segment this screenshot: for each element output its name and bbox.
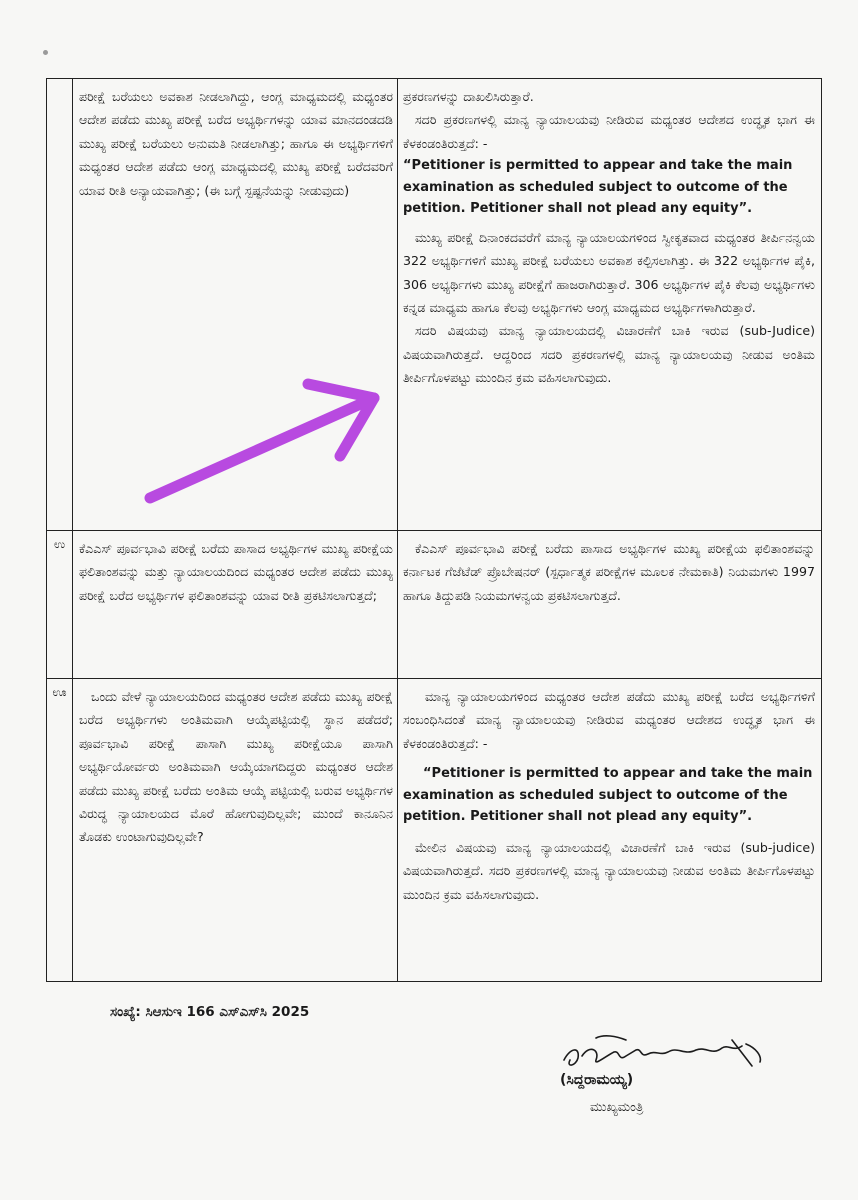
- answer-paragraph: ಸದರಿ ಪ್ರಕರಣಗಳಲ್ಲಿ ಮಾನ್ಯ ನ್ಯಾಯಾಲಯವು ನೀಡಿರುವ ಮಧ್ಯಂತರ ಆದೇಶದ ಉದ್ಧೃತ ಭಾಗ ಈ ಕೆಳಕಂಡಂತಿರುತ್ತದೆ: -: [403, 112, 815, 151]
- answer-cell: [398, 679, 821, 981]
- question-cell: [73, 531, 398, 678]
- qa-table: [46, 78, 822, 982]
- signatory-title: ಮುಖ್ಯಮಂತ್ರಿ: [590, 1100, 644, 1115]
- answer-paragraph: ಮಾನ್ಯ ನ್ಯಾಯಾಲಯಗಳಿಂದ ಮಧ್ಯಂತರ ಆದೇಶ ಪಡೆದು ಮುಖ್ಯ ಪರೀಕ್ಷೆ ಬರೆದ ಅಭ್ಯರ್ಥಿಗಳಿಗೆ ಸಂಬಂಧಿಸಿದಂತೆ ಮಾನ್ಯ ನ್ಯಾಯಾಲಯವು ನೀಡಿರುವ ಮಧ್ಯಂತರ ಆದೇಶದ ಉದ್ಧೃತ ಭಾಗ ಈ ಕೆಳಕಂಡಂತಿರುತ್ತದೆ: -: [403, 689, 815, 751]
- signatory-name: (ಸಿದ್ದರಾಮಯ್ಯ): [560, 1072, 634, 1088]
- answer-cell: [398, 79, 821, 530]
- answer-paragraph: ಮುಖ್ಯ ಪರೀಕ್ಷೆ ದಿನಾಂಕದವರೆಗೆ ಮಾನ್ಯ ನ್ಯಾಯಾಲಯಗಳಿಂದ ಸ್ವೀಕೃತವಾದ ಮಧ್ಯಂತರ ತೀರ್ಪಿನನ್ವಯ 322 ಅಭ್ಯರ್ಥಿಗಳಿಗೆ ಮುಖ್ಯ ಪರೀಕ್ಷೆ ಬರೆಯಲು ಅವಕಾಶ ಕಲ್ಪಿಸಲಾಗಿತ್ತು. ಈ 322 ಅಭ್ಯರ್ಥಿಗಳ ಪೈಕಿ, 306 ಅಭ್ಯರ್ಥಿಗಳು ಮುಖ್ಯ ಪರೀಕ್ಷೆಗೆ ಹಾಜರಾಗಿರುತ್ತಾರೆ. 306 ಅಭ್ಯರ್ಥಿಗಳ ಪೈಕಿ ಕೆಲವು ಅಭ್ಯರ್ಥಿಗಳು ಕನ್ನಡ ಮಾಧ್ಯಮ ಹಾಗೂ ಕೆಲವು ಅಭ್ಯರ್ಥಿಗಳು ಆಂಗ್ಲ ಮಾಧ್ಯಮದ ಅಭ್ಯರ್ಥಿಗಳಾಗಿರುತ್ತಾರೆ.: [403, 229, 815, 315]
- table-row: [47, 79, 821, 531]
- court-order-quote: “Petitioner is permitted to appear and take the main examination as scheduled subject to outcome of the petition. Petitioner shall not plead any equity”.: [403, 158, 793, 217]
- question-cell: [73, 79, 398, 530]
- reference-number: ಸಂಖ್ಯೆ: ಸಿಆಸುಇ 166 ಎಸ್ಎಸ್‌ಸಿ 2025: [110, 1004, 310, 1020]
- answer-paragraph: ಕೆಎಎಸ್ ಪೂರ್ವಭಾವಿ ಪರೀಕ್ಷೆ ಬರೆದು ಪಾಸಾದ ಅಭ್ಯರ್ಥಿಗಳ ಮುಖ್ಯ ಪರೀಕ್ಷೆಯ ಫಲಿತಾಂಶವನ್ನು ಕರ್ನಾಟಕ ಗೆಜೆಟೆಡ್ ಪ್ರೊಬೇಷನರ್ (ಸ್ಪರ್ಧಾತ್ಮಕ ಪರೀಕ್ಷೆಗಳ ಮೂಲಕ ನೇಮಕಾತಿ) ನಿಯಮಗಳು 1997 ಹಾಗೂ ತಿದ್ದುಪಡಿ ನಿಯಮಗಳನ್ವಯ ಪ್ರಕಟಿಸಲಾಗುತ್ತದೆ.: [403, 541, 815, 603]
- answer-paragraph: ಪ್ರಕರಣಗಳನ್ನು ದಾಖಲಿಸಿರುತ್ತಾರೆ.: [403, 89, 534, 104]
- table-row: [47, 531, 821, 679]
- table-row: [47, 679, 821, 981]
- scan-speck: [43, 50, 48, 55]
- question-text: ಪರೀಕ್ಷೆ ಬರೆಯಲು ಅವಕಾಶ ನೀಡಲಾಗಿದ್ದು, ಆಂಗ್ಲ ಮಾಧ್ಯಮದಲ್ಲಿ ಮಧ್ಯಂತರ ಆದೇಶ ಪಡೆದು ಮುಖ್ಯ ಪರೀಕ್ಷೆ ಬರೆದ ಅಭ್ಯರ್ಥಿಗಳನ್ನು ಯಾವ ಮಾನದಂಡದಡಿ ಮುಖ್ಯ ಪರೀಕ್ಷೆ ಬರೆಯಲು ಅನುಮತಿ ನೀಡಲಾಗಿತ್ತು; ಹಾಗೂ ಈ ಅಭ್ಯರ್ಥಿಗಳಿಗೆ ಮಧ್ಯಂತರ ಆದೇಶ ಪಡೆದು ಆಂಗ್ಲ ಮಾಧ್ಯಮದಲ್ಲಿ ಮುಖ್ಯ ಪರೀಕ್ಷೆ ಬರೆದವರಿಗೆ ಯಾವ ರೀತಿ ಅನ್ಯಾಯವಾಗಿತ್ತು; (ಈ ಬಗ್ಗೆ ಸ್ಪಷ್ಟನೆಯನ್ನು ನೀಡುವುದು): [79, 89, 393, 198]
- question-text: ಕೆಎಎಸ್ ಪೂರ್ವಭಾವಿ ಪರೀಕ್ಷೆ ಬರೆದು ಪಾಸಾದ ಅಭ್ಯರ್ಥಿಗಳ ಮುಖ್ಯ ಪರೀಕ್ಷೆಯ ಫಲಿತಾಂಶವನ್ನು ಮತ್ತು ನ್ಯಾಯಾಲಯದಿಂದ ಮಧ್ಯಂತರ ಆದೇಶ ಪಡೆದು ಮುಖ್ಯ ಪರೀಕ್ಷೆ ಬರೆದ ಅಭ್ಯರ್ಥಿಗಳ ಫಲಿತಾಂಶವನ್ನು ಯಾವ ರೀತಿ ಪ್ರಕಟಿಸಲಾಗುತ್ತದೆ;: [79, 541, 393, 603]
- row-number: ಉ: [47, 531, 73, 678]
- answer-paragraph: ಸದರಿ ವಿಷಯವು ಮಾನ್ಯ ನ್ಯಾಯಾಲಯದಲ್ಲಿ ವಿಚಾರಣೆಗೆ ಬಾಕಿ ಇರುವ (sub-Judice) ವಿಷಯವಾಗಿರುತ್ತದೆ. ಆದ್ದರಿಂದ ಸದರಿ ಪ್ರಕರಣಗಳಲ್ಲಿ ಮಾನ್ಯ ನ್ಯಾಯಾಲಯವು ನೀಡುವ ಅಂತಿಮ ತೀರ್ಪಿಗೊಳಪಟ್ಟು ಮುಂದಿನ ಕ್ರಮ ವಹಿಸಲಾಗುವುದು.: [403, 323, 815, 386]
- row-number: ಊ: [47, 679, 73, 981]
- answer-cell: [398, 531, 821, 678]
- question-cell: [73, 679, 398, 981]
- answer-paragraph: ಮೇಲಿನ ವಿಷಯವು ಮಾನ್ಯ ನ್ಯಾಯಾಲಯದಲ್ಲಿ ವಿಚಾರಣೆಗೆ ಬಾಕಿ ಇರುವ (sub-judice) ವಿಷಯವಾಗಿರುತ್ತದೆ. ಸದರಿ ಪ್ರಕರಣಗಳಲ್ಲಿ ಮಾನ್ಯ ನ್ಯಾಯಾಲಯವು ನೀಡುವ ಅಂತಿಮ ತೀರ್ಪಿಗೊಳಪಟ್ಟು ಮುಂದಿನ ಕ್ರಮ ವಹಿಸಲಾಗುವುದು.: [403, 839, 815, 902]
- court-order-quote: “Petitioner is permitted to appear and take the main examination as scheduled subject to outcome of the petition. Petitioner shall not plead any equity”.: [403, 766, 813, 825]
- row-number: [47, 79, 73, 530]
- question-text: ಒಂದು ವೇಳೆ ನ್ಯಾಯಾಲಯದಿಂದ ಮಧ್ಯಂತರ ಆದೇಶ ಪಡೆದು ಮುಖ್ಯ ಪರೀಕ್ಷೆ ಬರೆದ ಅಭ್ಯರ್ಥಿಗಳು ಅಂತಿಮವಾಗಿ ಆಯ್ಕೆಪಟ್ಟಿಯಲ್ಲಿ ಸ್ಥಾನ ಪಡೆದರೆ; ಪೂರ್ವಭಾವಿ ಪರೀಕ್ಷೆ ಪಾಸಾಗಿ ಮುಖ್ಯ ಪರೀಕ್ಷೆಯೂ ಪಾಸಾಗಿ ಅಭ್ಯರ್ಥಿಯೋರ್ವರು ಅಂತಿಮವಾಗಿ ಆಯ್ಕೆಯಾಗದಿದ್ದರು ಮಧ್ಯಂತರ ಆದೇಶ ಪಡೆದು ಮುಖ್ಯ ಪರೀಕ್ಷೆ ಬರೆದು ಅಂತಿಮ ಆಯ್ಕೆ ಪಟ್ಟಿಯಲ್ಲಿ ಬರುವ ಅಭ್ಯರ್ಥಿಗಳ ವಿರುದ್ಧ ನ್ಯಾಯಾಲಯದ ಮೊರೆ ಹೋಗುವುದಿಲ್ಲವೇ; ಮುಂದೆ ಕಾನೂನಿನ ತೊಡಕು ಉಂಟಾಗುವುದಿಲ್ಲವೇ?: [79, 689, 393, 845]
